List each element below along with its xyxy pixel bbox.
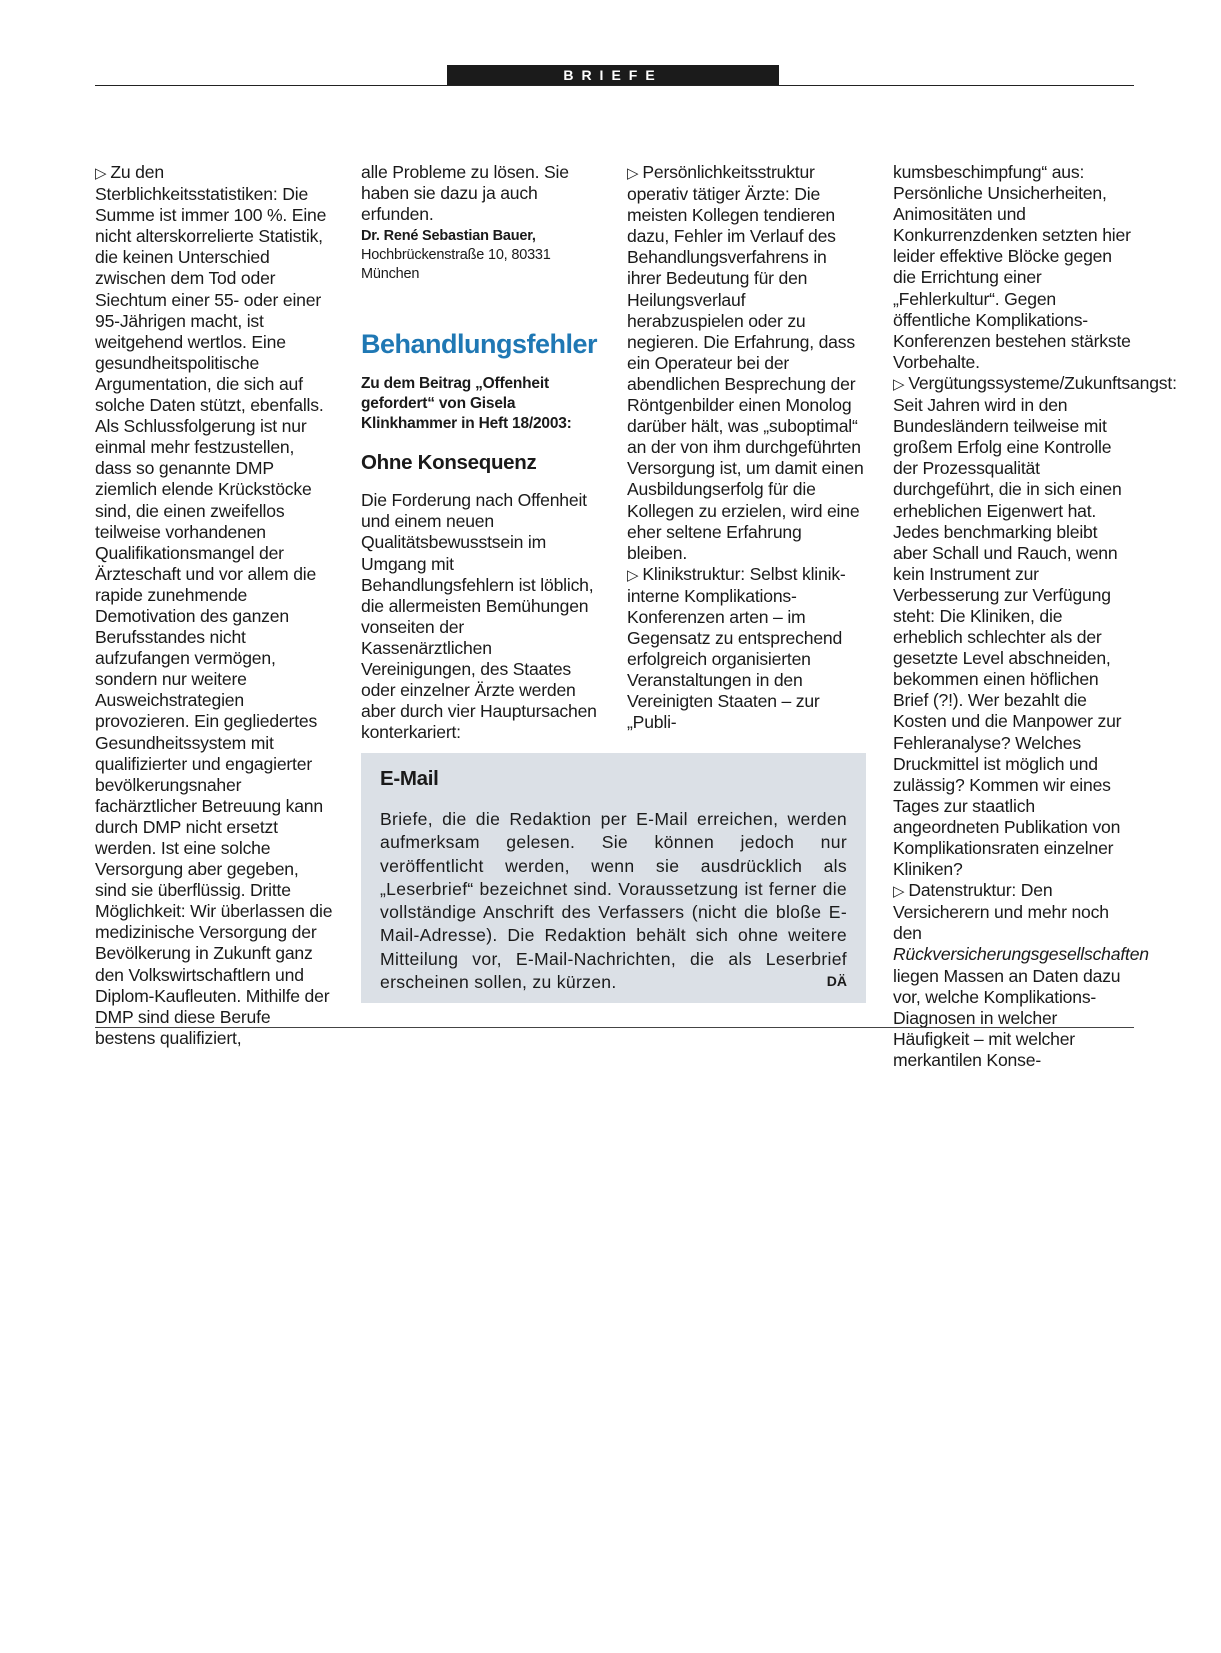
triangle-bullet-icon: ▷ — [627, 566, 639, 584]
section-header: BRIEFE — [447, 65, 779, 85]
article-title: Ohne Konsequenz — [361, 451, 537, 475]
paragraph-text: Datenstruktur: Den Versicherern und mehr noch den — [893, 880, 1109, 944]
section-title: Behandlungsfehler — [361, 329, 598, 360]
reference-subhead: Zu dem Beitrag „Offenheit gefordert“ von Gisela Klinkhammer in Heft 18/2003: — [361, 375, 572, 433]
triangle-bullet-icon: ▷ — [627, 165, 639, 182]
column-1 — [95, 162, 333, 1049]
triangle-bullet-icon: ▷ — [893, 883, 905, 901]
author-name: Dr. René Sebastian Bauer, — [361, 228, 536, 245]
paragraph-text: Die Forderung nach Offenheit und einem neuen Qualitätsbewusstsein im Umgang mit Behandlungsfehlern ist löblich, die allermeisten Bemühungen vonseiten der Kassenärztlichen Vereinigungen, des Staates oder einzelner Ärzte werden aber durch vier Hauptursachen konterkariert: — [361, 490, 597, 743]
paragraph — [627, 162, 865, 564]
paragraph-text: Persönlichkeitsstruktur operativ tätiger Ärzte: Die meisten Kollegen tendieren dazu, Fehler im Verlauf des Behandlungsverfahrens in ihrer Bedeutung für den Heilungsverlauf herabzuspielen oder zu negieren. Die Erfahrung, dass ein Operateur bei der abendlichen Besprechung der Röntgenbilder einen Monolog darüber hält, was „suboptimal“ an der von ihm durchgeführten Versorgung ist, um damit einen Ausbildungserfolg für die Kollegen zu erzielen, wird eine eher seltene Erfahrung bleiben. — [627, 162, 864, 563]
paragraph — [893, 372, 1177, 880]
email-box-title: E-Mail — [380, 767, 439, 790]
paragraph-text: Klinikstruktur: Selbst klinik-interne Komplikations-Konferenzen arten – im Gegensatz zu entsprechend erfolgreich organisierten Veranstaltungen in den Vereinigten Staaten – zur „Publi- — [627, 563, 846, 733]
email-box-body: Briefe, die die Redaktion per E-Mail erreichen, werden aufmerksam gelesen. Sie können jedoch nur veröffentlicht werden, wenn sie ausdrücklich als „Leserbrief“ bezeichnet sind. Voraussetzung ist ferner die vollständige Anschrift des Verfassers (nicht die bloße E-Mail-Adresse). Die Redaktion behält sich ohne weitere Mitteilung vor, E-Mail-Nachrichten, die als Leserbrief erscheinen sollen, zu kürzen. — [380, 809, 847, 993]
paragraph-text: Zu den Sterblichkeitsstatistiken: Die Summe ist immer 100 %. Eine nicht alterskorrelierte Statistik, die keinen Unterschied zwischen dem Tod oder Siechtum einer 55- oder einer 95-Jährigen macht, ist weitgehend wertlos. Eine gesundheitspolitische Argumentation, die sich auf solche Daten stützt, ebenfalls. — [95, 162, 327, 416]
author-address: Hochbrückenstraße 10, 80331 München — [361, 247, 551, 283]
triangle-bullet-icon: ▷ — [893, 375, 905, 393]
paragraph-text: liegen Massen an Daten dazu vor, welche Komplikations-Diagnosen in welcher Häufigkeit – mit welcher merkantilen Konse- — [893, 965, 1121, 1070]
emphasized-text: Rückversicherungsgesellschaften — [893, 944, 1149, 965]
paragraph-text: Als Schlussfolgerung ist nur einmal mehr festzustellen, dass so genannte DMP ziemlich elende Krückstöcke sind, die einen zweifellos teilweise vorhandenen Qualifikationsmangel der Ärzteschaft und vor allem die rapide zunehmende Demotivation des ganzen Berufsstandes nicht aufzufangen vermögen, sondern nur weitere Ausweichstrategien provozieren. Ein gegliedertes Gesundheitssystem mit qualifizierter und engagierter bevölkerungsnaher fachärztlicher Betreuung kann durch DMP nicht ersetzt werden. Ist eine solche Versorgung aber gegeben, sind sie überflüssig. Dritte Möglichkeit: Wir überlassen die medizinische Versorgung der Bevölkerung in Zukunft ganz den Volkswirtschaftlern und Diplom-Kaufleuten. Mithilfe der DMP sind diese Berufe bestens qualifiziert, — [95, 416, 333, 1048]
email-box-signature: DÄ — [826, 973, 847, 989]
email-info-box — [361, 753, 866, 1003]
column-3 — [627, 162, 865, 734]
paragraph-text: kumsbeschimpfung“ aus: Persönliche Unsicherheiten, Animositäten und Konkurrenzdenken setzten hier leider effektive Blöcke gegen die Errichtung einer „Fehlerkultur“. Gegen öffentliche Komplikations-Konferenzen bestehen stärkste Vorbehalte. — [893, 162, 1131, 372]
paragraph-text: alle Probleme zu lösen. Sie haben sie dazu ja auch erfunden. — [361, 162, 569, 225]
paragraph — [627, 564, 865, 734]
header-rule — [95, 85, 1134, 86]
column-2 — [361, 162, 599, 743]
paragraph — [95, 162, 333, 416]
footer-rule — [95, 1027, 1134, 1028]
paragraph-text: Vergütungssysteme/Zukunftsangst: Seit Jahren wird in den Bundesländern teilweise mit großem Erfolg eine Kontrolle der Prozessqualität durchgeführt, die in sich einen erheblichen Eigenwert hat. Jedes benchmarking bleibt aber Schall und Rauch, wenn kein Instrument zur Verbesserung zur Verfügung steht: Die Kliniken, die erheblich schlechter als der gesetzte Level abschneiden, bekommen einen höflichen Brief (?!). Wer bezahlt die Kosten und die Manpower zur Fehleranalyse? Welches Druckmittel ist möglich und zulässig? Kommen wir eines Tages zur staatlich angeordneten Publikation von Komplikationsraten einzelner Kliniken? — [893, 372, 1177, 880]
triangle-bullet-icon: ▷ — [95, 165, 107, 182]
column-4 — [893, 162, 1177, 1071]
paragraph — [893, 880, 1149, 1071]
